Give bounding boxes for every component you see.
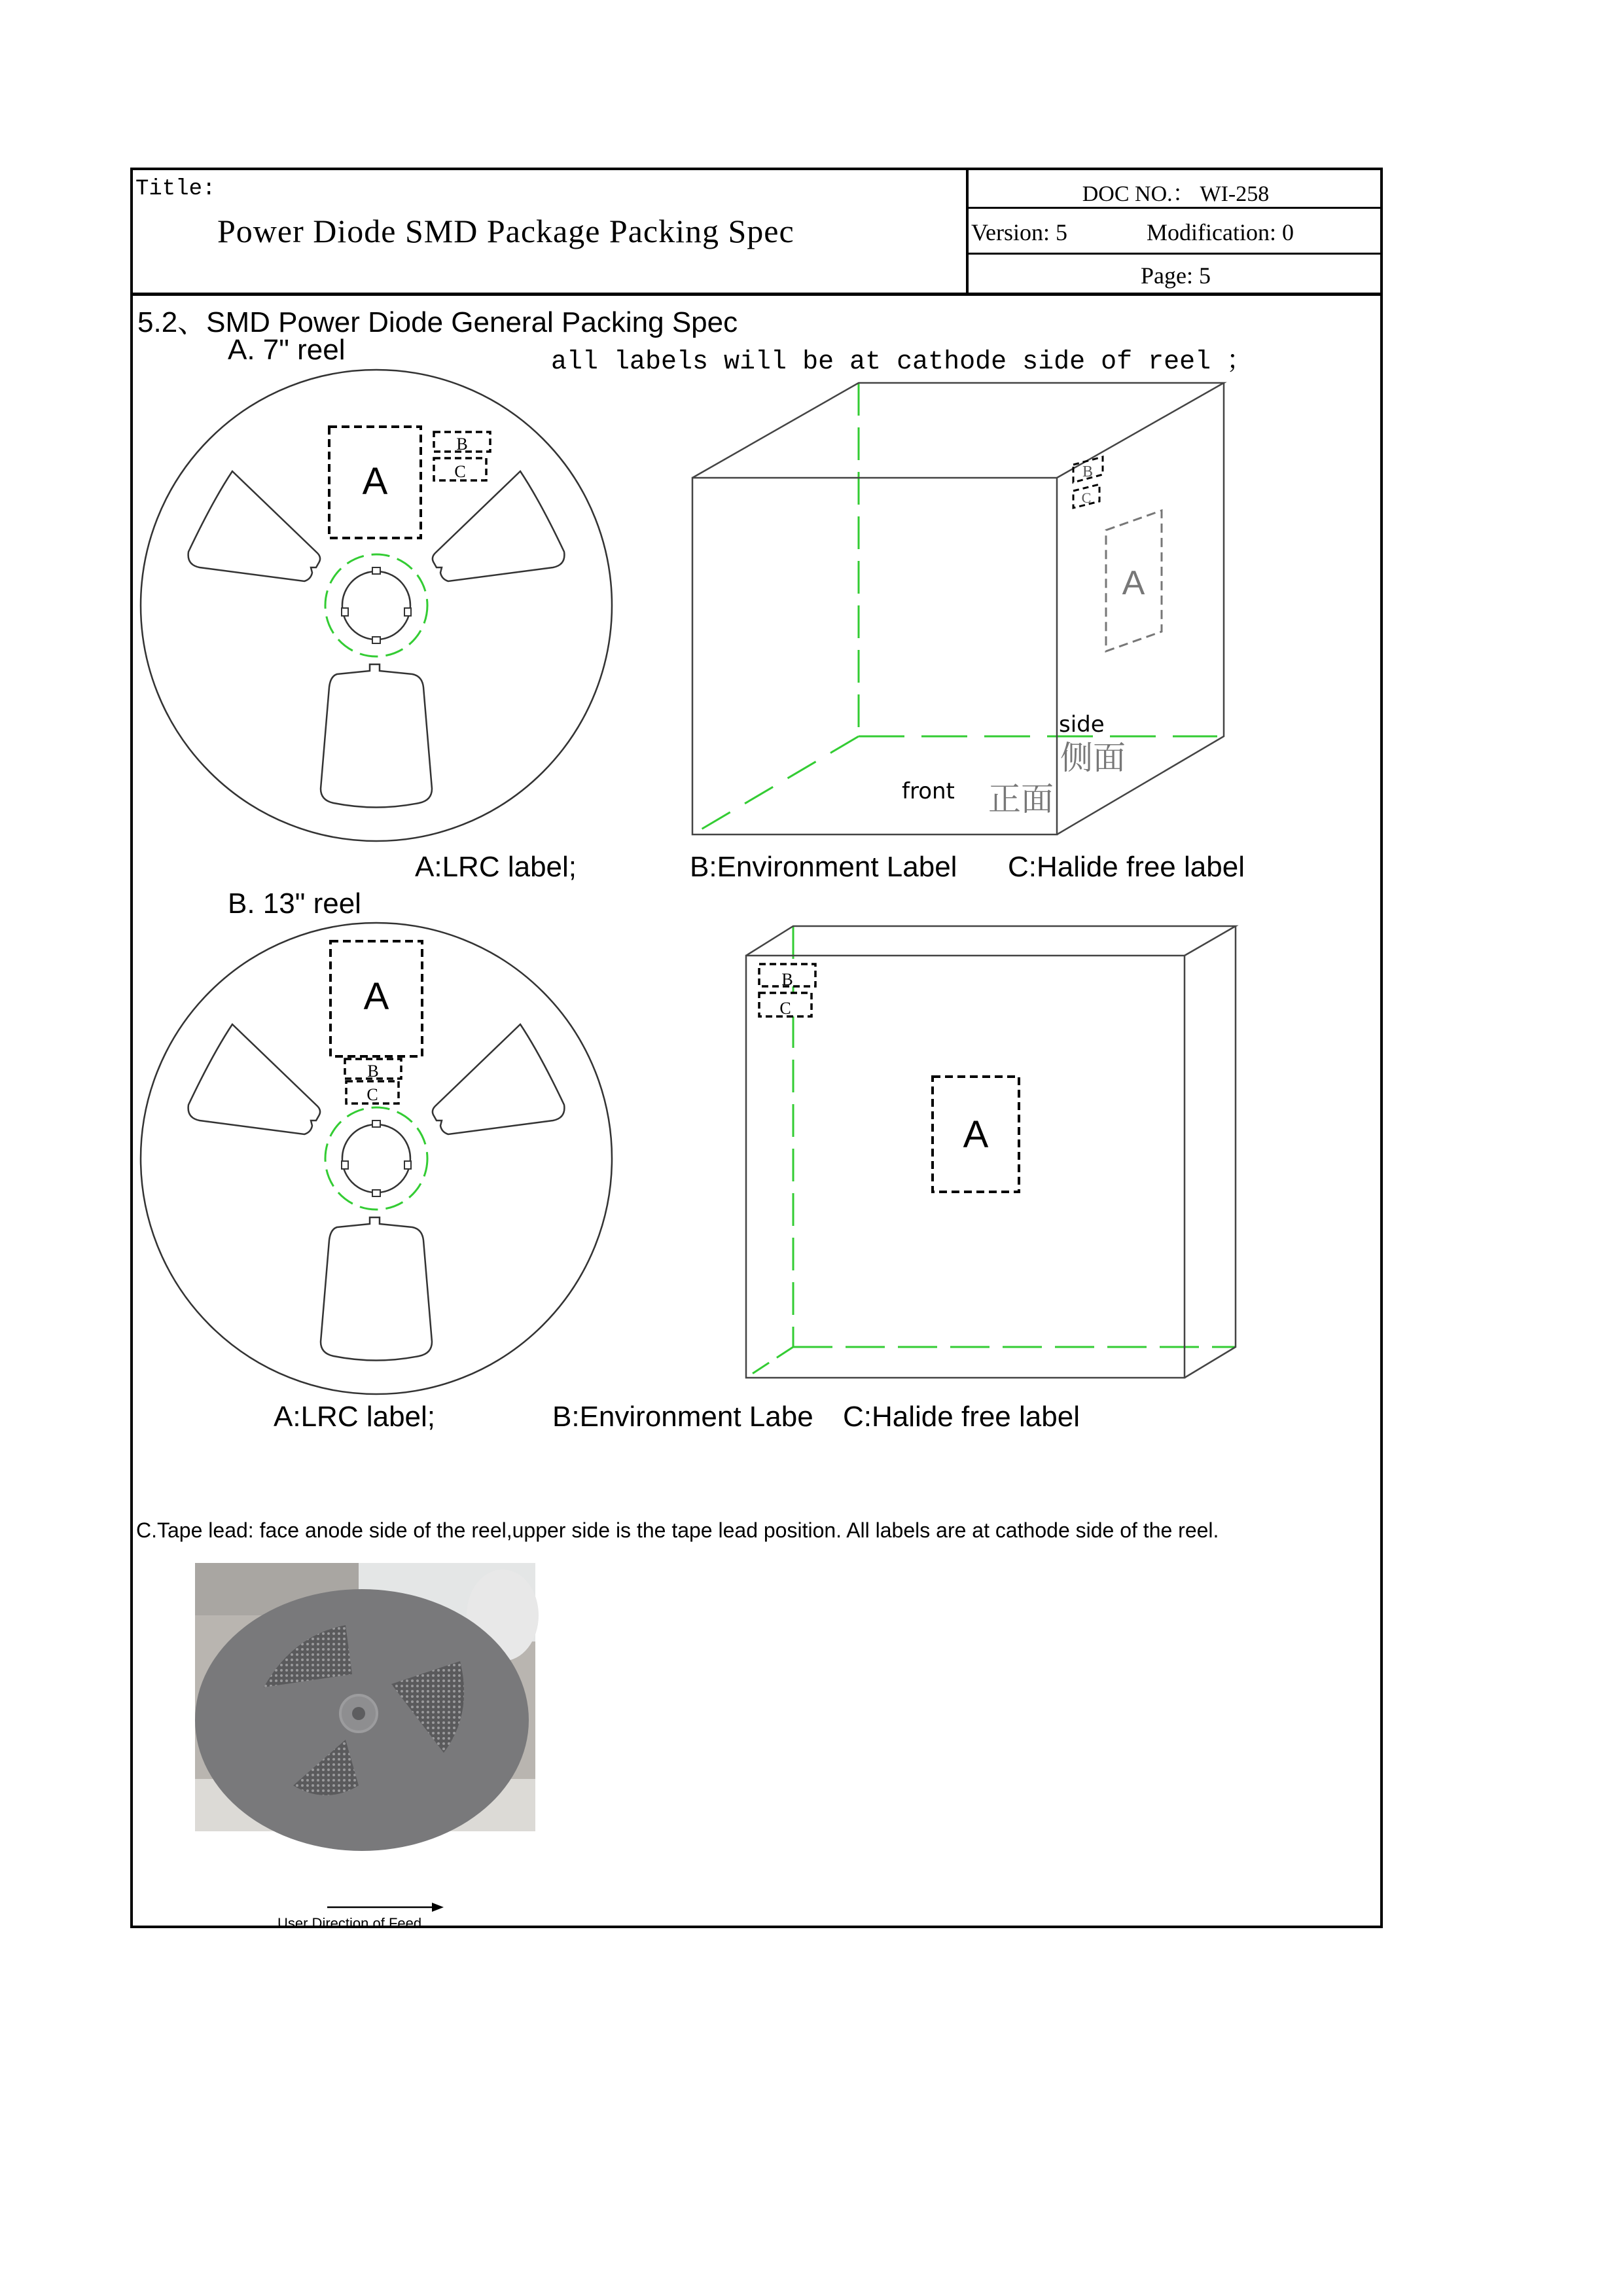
cathode-note: all labels will be at cathode side of reel ； [551,348,1253,377]
reel7-hub-notch-bottom [372,637,380,643]
box7-top-face [692,383,1224,478]
title-label: Title: [135,177,216,202]
reel7-window-right [433,471,564,581]
box7-tag-a: A [1122,564,1145,602]
reel13-window-bottom [321,1217,432,1361]
reel7-hub-notch-top [372,567,380,574]
reel7-legend-c: C:Halide free label [1008,851,1245,883]
feed-direction-caption: User Direction of Feed [277,1915,422,1931]
reel13-tag-b: B [367,1062,379,1081]
reel7-box-diagram [681,373,1217,870]
reel13-hub-notch-left [342,1161,348,1169]
reel13-legend-a: A:LRC label; [274,1401,436,1433]
box13-tag-b: B [781,970,793,989]
reel13-hub-notch-top [372,1121,380,1127]
box7-front-label-cn: 正面 [988,780,1054,818]
reel13-legend-b: B:Environment Labe [552,1401,813,1433]
reel13-label: B. 13" reel [228,888,361,920]
reel13-tag-a: A [363,975,389,1018]
box7-side-label-cn: 侧面 [1060,739,1126,777]
box7-front-label: front [902,778,955,804]
reel13-hub [342,1124,410,1193]
reel7-tag-a: A [362,460,388,503]
box13-tag-c: C [779,999,791,1018]
version: Version: 5 [971,219,1067,245]
reel13-hub-notch-bottom [372,1190,380,1196]
section-heading: 5.2、SMD Power Diode General Packing Spec [137,306,738,338]
reel7-window-left [188,471,320,581]
reel13-diagram [134,916,618,1401]
photo-reel-hub-hole [352,1707,365,1720]
box7-side-label: side [1059,711,1105,738]
tape-lead-instruction: C.Tape lead: face anode side of the reel,upper side is the tape lead position. All labels are at cathode side of the reel. [136,1518,1219,1542]
box13-top-face [746,926,1236,956]
box7-tag-b: B [1082,463,1094,480]
reel13-window-left [188,1024,320,1134]
box7-tag-c: C [1081,490,1092,506]
reel7-tag-b: B [456,435,468,454]
reel7-hub [342,571,410,639]
feed-direction-arrow [327,1901,445,1914]
reel7-diagram [134,363,618,848]
modification: Modification: 0 [1147,219,1294,245]
box13-hidden-edge-diag [746,1347,793,1378]
reel13-box-diagram [740,920,1237,1391]
reel7-label: A. 7" reel [228,334,346,366]
doc-number: DOC NO.： WI-258 [1082,182,1270,206]
reel7-hub-notch-left [342,608,348,616]
reel-photo [195,1563,535,1831]
reel13-tag-c: C [366,1085,378,1104]
reel7-tag-c: C [454,462,466,481]
header-row-rule-2 [966,253,1383,255]
reel7-legend-a: A:LRC label; [415,851,577,883]
reel13-window-right [433,1024,564,1134]
box13-tag-a: A [963,1113,989,1156]
reel13-hub-notch-right [404,1161,411,1169]
document-title: Power Diode SMD Package Packing Spec [217,213,794,249]
box7-hidden-edge-diag [692,736,859,834]
reel7-legend-b: B:Environment Label [690,851,957,883]
reel7-window-bottom [321,664,432,808]
header-bottom-rule [130,293,1383,296]
reel7-hub-notch-right [404,608,411,616]
reel13-legend-c: C:Halide free label [843,1401,1080,1433]
box13-side-face [1185,926,1236,1378]
page-number: Page: 5 [1141,262,1211,289]
